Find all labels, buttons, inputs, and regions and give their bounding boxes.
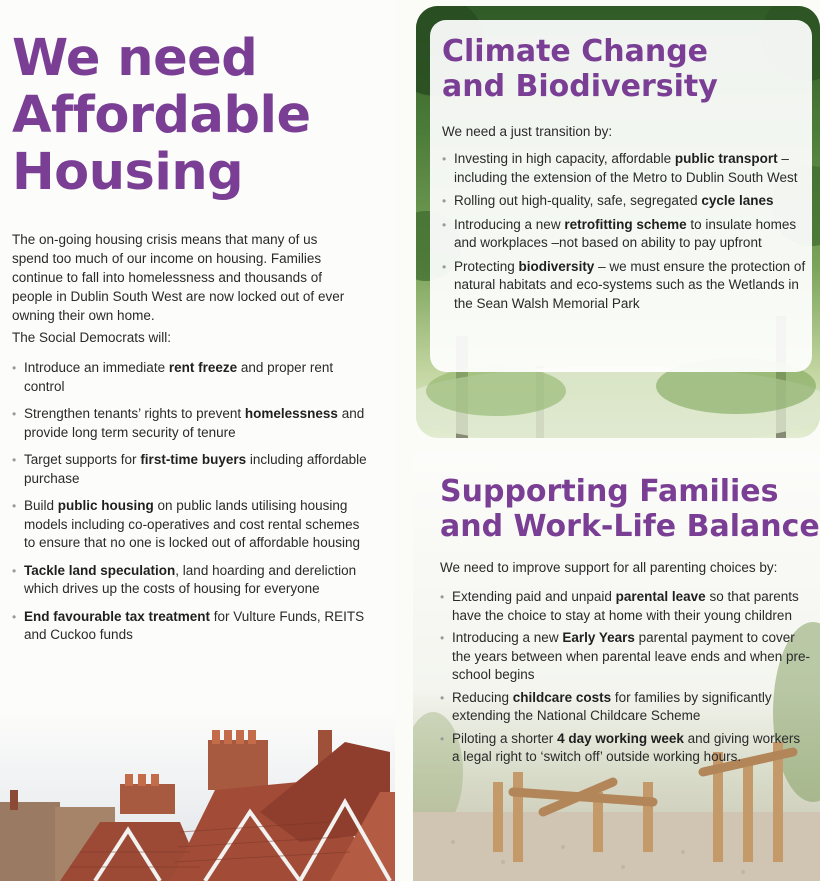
- bullet-text: Piloting a shorter: [452, 730, 558, 746]
- housing-bullet-list: [12, 359, 367, 654]
- housing-bullet: [12, 405, 367, 442]
- bullet-text: including affordable purchase: [24, 452, 367, 486]
- climate-title-line: Climate Change: [442, 34, 709, 69]
- bullet-bold: public housing: [57, 498, 154, 513]
- bullet-text: – including the extension of the Metro to Dublin South West: [454, 151, 798, 185]
- bullet-text: on public lands utilising housing models including co-operatives and cost rental schemes to ensure that no one is locked out of affordable housing: [24, 498, 360, 550]
- families-bullet: [440, 588, 810, 625]
- bullet-text: Target supports for: [24, 452, 141, 467]
- housing-bullet: [12, 562, 367, 599]
- bullet-text: Build: [24, 498, 58, 513]
- bullet-text: and provide long term security of tenure: [24, 406, 365, 440]
- families-panel: [413, 452, 820, 881]
- climate-panel: [416, 6, 820, 438]
- bullet-text: Investing in high capacity, affordable: [454, 151, 675, 166]
- bullet-text: so that parents have the choice to stay at home with their young children: [452, 589, 799, 623]
- climate-intro: We need a just transition by:: [442, 124, 613, 139]
- climate-bullet: [442, 258, 807, 314]
- bullet-text: for families by significantly extending the National Childcare Scheme: [452, 689, 772, 723]
- bullet-text: , land hoarding and dereliction which drives up the costs of housing for everyone: [24, 562, 357, 596]
- bullet-bold: rent freeze: [168, 360, 238, 375]
- families-title: [440, 474, 820, 544]
- housing-will-label: The Social Democrats will:: [12, 330, 172, 345]
- families-bullet-list: [440, 588, 810, 771]
- bullet-text: Extending paid and unpaid: [452, 589, 616, 604]
- families-title-line: and Work-Life Balance: [440, 509, 820, 544]
- bullet-text: – we must ensure the protection of natural habitats and eco-systems such as the Wetlands in the Sean Walsh Memorial Park: [454, 258, 806, 311]
- bullet-bold: homelessness: [244, 406, 338, 421]
- housing-bullet: [12, 497, 367, 553]
- families-bullet: [440, 730, 810, 767]
- bullet-bold: retrofitting scheme: [564, 216, 687, 232]
- bullet-bold: first-time buyers: [140, 452, 247, 467]
- bullet-bold: Early Years: [562, 630, 635, 645]
- climate-bullet-list: [442, 150, 807, 318]
- bullet-bold: 4 day working week: [557, 730, 684, 746]
- housing-title-line: Affordable: [12, 86, 311, 145]
- bullet-bold: childcare costs: [512, 689, 612, 705]
- housing-intro: The on-going housing crisis means that many of us spend too much of our income on housing. Families continue to fall into homelessness and thousands of people in Dublin South West are now locked out of ever owning their own home.: [12, 232, 345, 323]
- bullet-bold: biodiversity: [518, 258, 595, 274]
- climate-bullet: [442, 150, 807, 187]
- bullet-text: Introduce an immediate: [24, 360, 169, 375]
- families-intro: We need to improve support for all parenting choices by:: [440, 560, 778, 575]
- bullet-text: Introducing a new: [452, 630, 563, 645]
- climate-bullet: [442, 216, 807, 253]
- bullet-text: parental payment to cover the years between when parental leave ends and when pre-school begins: [452, 630, 810, 682]
- families-bullet: [440, 629, 810, 685]
- housing-section: [0, 0, 395, 881]
- bullet-bold: Tackle land speculation: [24, 562, 176, 578]
- housing-title: [12, 30, 392, 201]
- bullet-text: and proper rent control: [24, 360, 334, 394]
- bullet-text: Reducing: [452, 689, 513, 705]
- bullet-bold: public transport: [674, 151, 778, 166]
- houses-photo: [0, 712, 395, 881]
- housing-bullet: [12, 359, 367, 396]
- climate-title: [442, 34, 802, 104]
- bullet-bold: cycle lanes: [701, 193, 774, 208]
- bullet-bold: End favourable tax treatment: [24, 608, 211, 624]
- families-bullet: [440, 689, 810, 726]
- families-title-line: Supporting Families: [440, 474, 779, 509]
- bullet-text: and giving workers a legal right to ‘switch off’ outside working hours.: [452, 730, 801, 764]
- housing-bullet: [12, 451, 367, 488]
- housing-bullet: [12, 608, 367, 645]
- bullet-text: Protecting: [454, 258, 519, 274]
- bullet-text: Introducing a new: [454, 216, 565, 232]
- bullet-bold: parental leave: [615, 589, 706, 604]
- bullet-text: to insulate homes and workplaces –not based on ability to pay upfront: [454, 216, 797, 250]
- climate-bullet: [442, 192, 807, 211]
- climate-card: [430, 20, 812, 372]
- climate-title-line: and Biodiversity: [442, 69, 718, 104]
- housing-title-line: We need: [12, 29, 258, 88]
- bullet-text: Strengthen tenants’ rights to prevent: [24, 406, 245, 421]
- housing-title-line: Housing: [12, 143, 244, 202]
- bullet-text: for Vulture Funds, REITS and Cuckoo funds: [24, 608, 365, 642]
- bullet-text: Rolling out high-quality, safe, segregated: [454, 193, 702, 208]
